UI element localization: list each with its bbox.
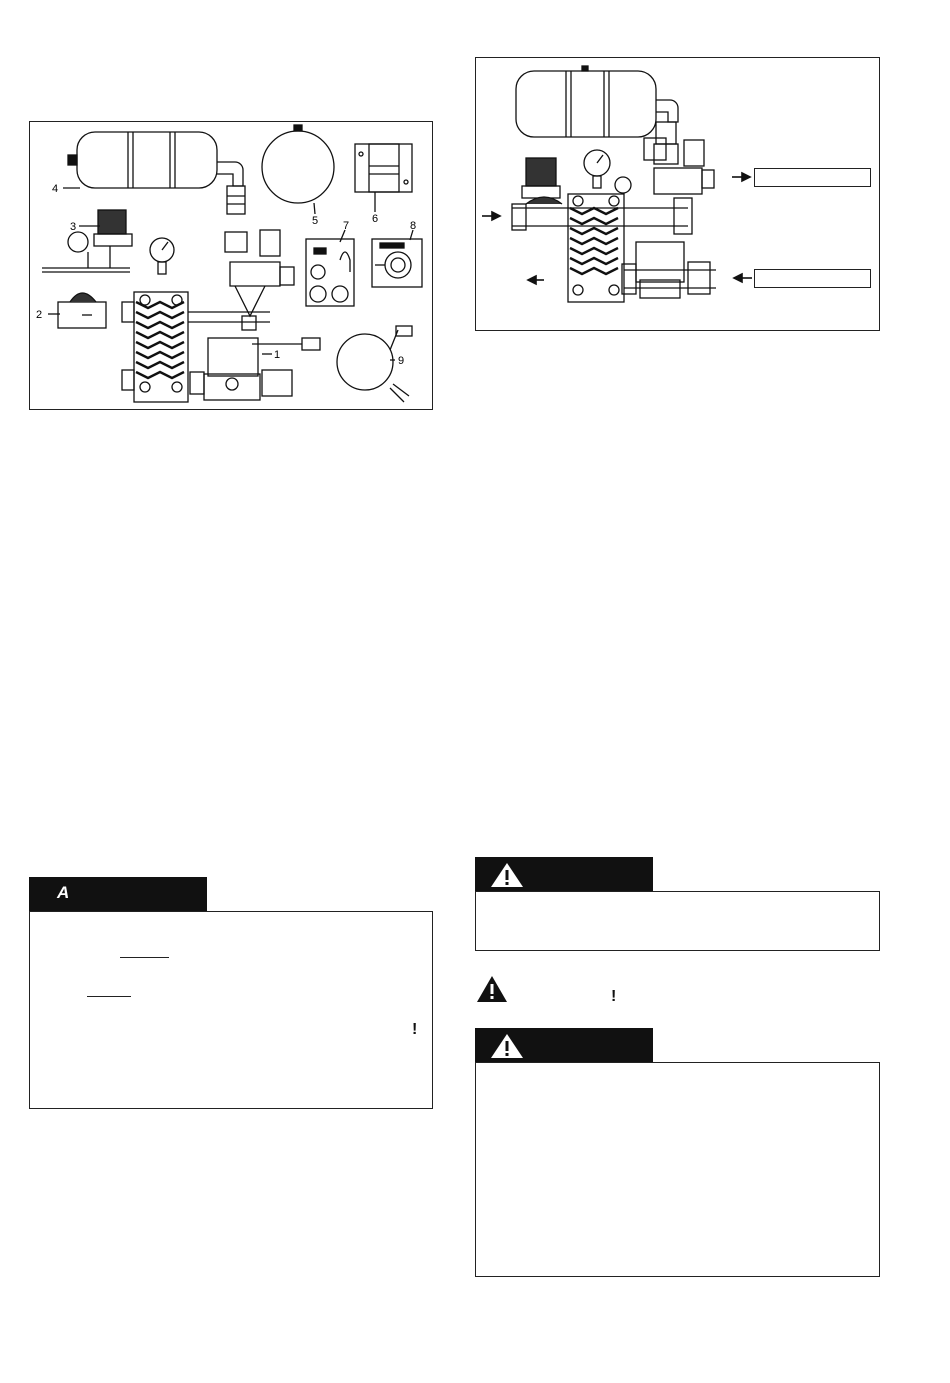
callout-1: 1 bbox=[274, 349, 281, 361]
arrow-left-icon bbox=[734, 274, 752, 282]
thermostat-part bbox=[42, 210, 132, 272]
callout-9: 9 bbox=[398, 355, 405, 367]
callout-7: 7 bbox=[343, 220, 350, 232]
supply-label-field bbox=[754, 168, 871, 187]
assembly-return-line bbox=[622, 242, 716, 298]
note-underline-1 bbox=[120, 957, 169, 958]
note-tab-letter: A bbox=[57, 883, 70, 902]
bracket-part bbox=[355, 144, 412, 192]
note-exclamation: ! bbox=[412, 1021, 418, 1038]
warning-triangle-icon bbox=[475, 974, 509, 1004]
disc-part bbox=[262, 131, 334, 203]
valve-part bbox=[58, 293, 106, 328]
safety-valve-part bbox=[225, 230, 294, 330]
callout-4: 4 bbox=[52, 183, 59, 195]
warning-triangle-icon bbox=[489, 861, 525, 889]
note-box bbox=[29, 911, 433, 1109]
callout-8: 8 bbox=[410, 220, 417, 232]
seal-kit-part bbox=[306, 239, 354, 306]
figure-assembly bbox=[475, 57, 880, 331]
assembly-thermostat bbox=[522, 158, 560, 198]
pump-part bbox=[190, 338, 292, 400]
heat-exchanger-part bbox=[122, 292, 230, 402]
sensor-cable-part bbox=[252, 326, 412, 402]
arrow-right-icon bbox=[482, 212, 500, 220]
callout-6: 6 bbox=[372, 213, 379, 225]
warning-box-2 bbox=[475, 1062, 880, 1277]
controller-part bbox=[372, 239, 422, 287]
warning-triangle-icon bbox=[489, 1032, 525, 1060]
gauge-part bbox=[150, 238, 174, 274]
assembly-heat-exchanger bbox=[568, 194, 624, 302]
assembly-tank bbox=[516, 66, 678, 164]
assembly-drawing bbox=[476, 58, 879, 330]
callout-2: 2 bbox=[36, 309, 43, 321]
return-label-field bbox=[754, 269, 871, 288]
warning-exclamation: ! bbox=[611, 988, 617, 1005]
arrow-right-icon bbox=[732, 173, 750, 181]
assembly-supply-line bbox=[512, 197, 692, 234]
expansion-tank-part bbox=[68, 132, 245, 214]
note-tab bbox=[29, 877, 207, 912]
assembly-gauge bbox=[584, 150, 610, 188]
components-drawing bbox=[30, 122, 432, 409]
callout-3: 3 bbox=[70, 221, 77, 233]
note-underline-2 bbox=[87, 996, 131, 997]
callout-5: 5 bbox=[312, 215, 319, 227]
warning-box-1 bbox=[475, 891, 880, 951]
arrow-left-icon bbox=[528, 276, 544, 284]
warning-tab-2 bbox=[475, 1028, 653, 1063]
warning-tab-1 bbox=[475, 857, 653, 892]
figure-components bbox=[29, 121, 433, 410]
